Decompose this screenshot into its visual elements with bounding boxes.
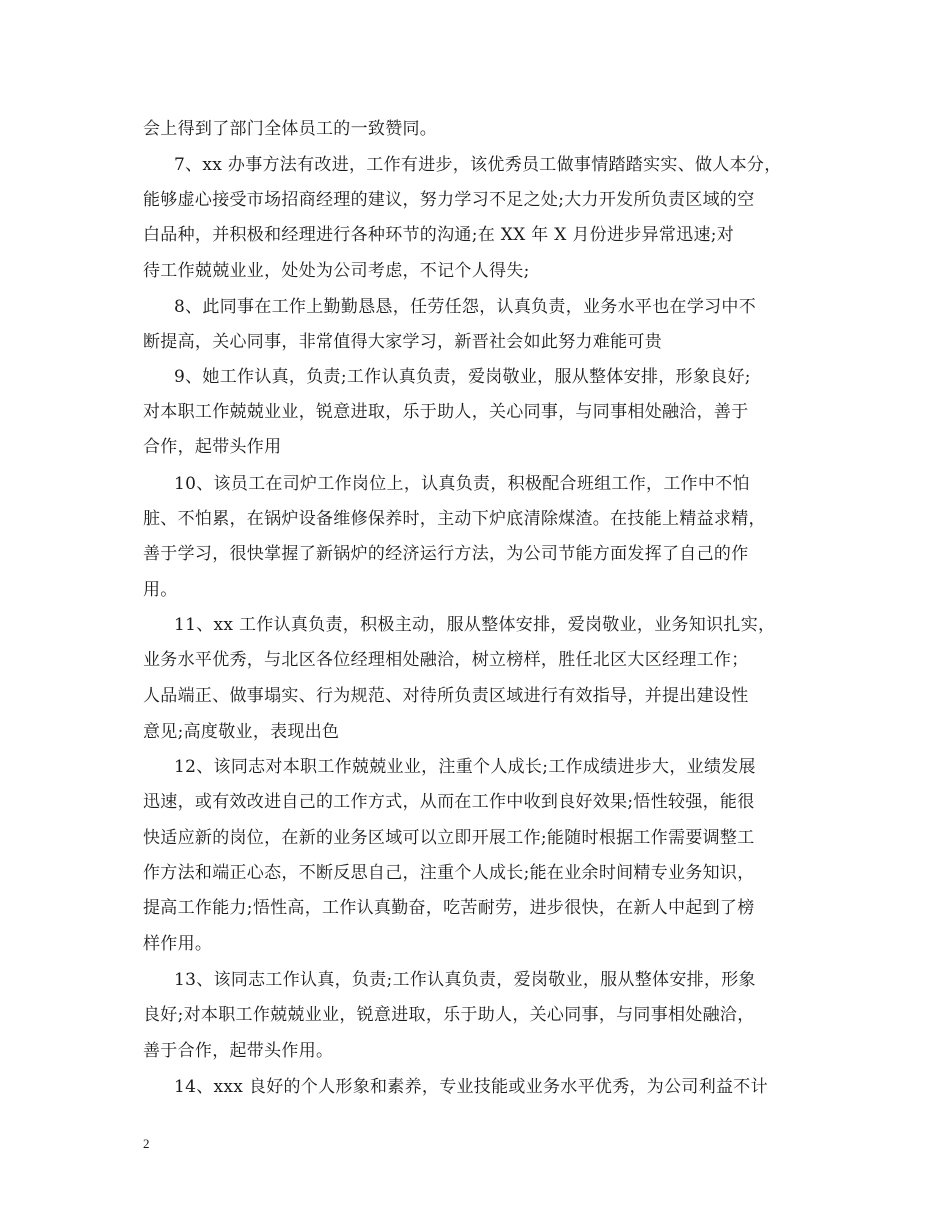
text-line: 9、她工作认真，负责;工作认真负责，爱岗敬业，服从整体安排，形象良好; xyxy=(174,367,751,387)
text-line: 合作，起带头作用 xyxy=(143,437,282,457)
text-line: 对本职工作兢兢业业，锐意进取，乐于助人，关心同事，与同事相处融洽，善于 xyxy=(143,402,749,422)
text-line: 良好;对本职工作兢兢业业，锐意进取，乐于助人，关心同事，与同事相处融洽， xyxy=(143,1005,755,1025)
text-line: 意见;高度敬业，表现出色 xyxy=(143,722,340,742)
text-line: 快适应新的岗位，在新的业务区域可以立即开展工作;能随时根据工作需要调整工 xyxy=(143,828,755,848)
text-line: 提高工作能力;悟性高，工作认真勤奋，吃苦耐劳，进步很快，在新人中起到了榜 xyxy=(143,898,755,918)
text-line: 14、xxx 良好的个人形象和素养，专业技能或业务水平优秀，为公司利益不计 xyxy=(174,1077,768,1097)
text-line: 用。 xyxy=(143,580,178,600)
text-line: 10、该员工在司炉工作岗位上，认真负责，积极配合班组工作，工作中不怕 xyxy=(174,474,750,494)
text-line: 白品种，并积极和经理进行各种环节的沟通;在 XX 年 X 月份进步异常迅速;对 xyxy=(143,225,735,245)
text-line: 8、此同事在工作上勤勤恳恳，任劳任怨，认真负责，业务水平也在学习中不 xyxy=(174,297,757,317)
text-line: 13、该同志工作认真，负责;工作认真负责，爱岗敬业，服从整体安排，形象 xyxy=(174,970,756,990)
text-line: 脏、不怕累，在锅炉设备维修保养时，主动下炉底清除煤渣。在技能上精益求精， xyxy=(143,509,766,529)
text-line: 作方法和端正心态，不断反思自己，注重个人成长;能在业余时间精专业务知识， xyxy=(143,863,755,883)
page-number: 2 xyxy=(143,1136,150,1151)
text-line: 断提高，关心同事，非常值得大家学习，新晋社会如此努力难能可贵 xyxy=(143,332,662,352)
text-line: 能够虚心接受市场招商经理的建议，努力学习不足之处;大力开发所负责区域的空 xyxy=(143,190,755,210)
text-line: 迅速，或有效改进自己的工作方式，从而在工作中收到良好效果;悟性较强，能很 xyxy=(143,792,755,812)
text-line: 12、该同志对本职工作兢兢业业，注重个人成长;工作成绩进步大，业绩发展 xyxy=(174,757,756,777)
text-line: 人品端正、做事塌实、行为规范、对待所负责区域进行有效指导，并提出建设性 xyxy=(143,686,749,706)
text-line: 待工作兢兢业业，处处为公司考虑，不记个人得失; xyxy=(143,261,530,281)
text-line: 业务水平优秀，与北区各位经理相处融洽，树立榜样，胜任北区大区经理工作； xyxy=(143,650,749,670)
text-line: 善于学习，很快掌握了新锅炉的经济运行方法，为公司节能方面发挥了自己的作 xyxy=(143,544,749,564)
text-line: 样作用。 xyxy=(143,934,213,954)
text-line: 会上得到了部门全体员工的一致赞同。 xyxy=(143,119,438,139)
text-line: 11、xx 工作认真负责，积极主动，服从整体安排，爱岗敬业，业务知识扎实， xyxy=(174,615,776,635)
text-line: 善于合作，起带头作用。 xyxy=(143,1041,334,1061)
text-line: 7、xx 办事方法有改进，工作有进步，该优秀员工做事情踏踏实实、做人本分， xyxy=(174,155,782,175)
